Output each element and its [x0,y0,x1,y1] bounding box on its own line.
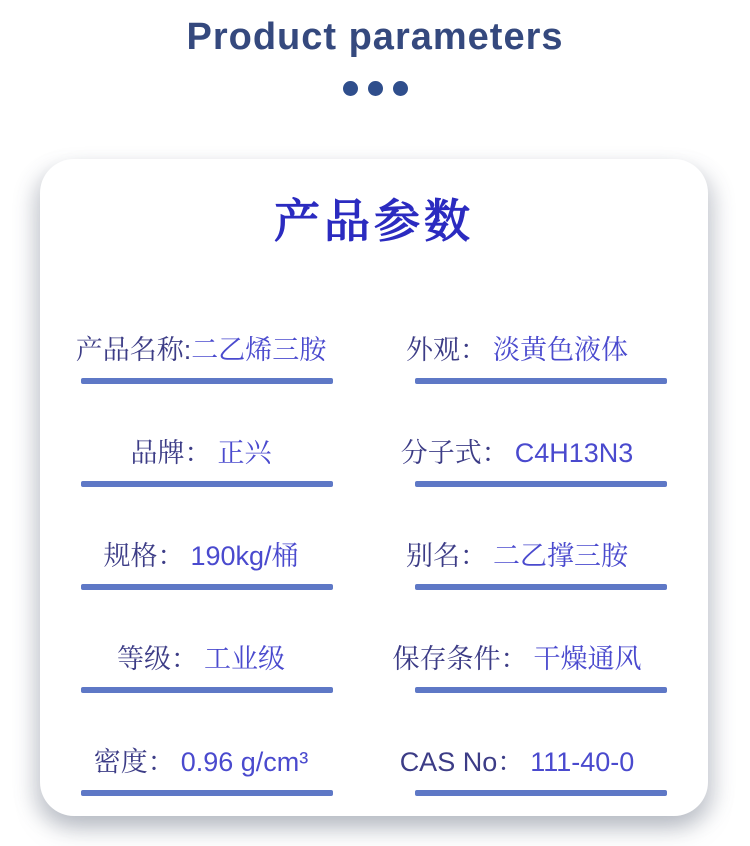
field-text [406,328,628,367]
field-value: 正兴 [217,438,272,468]
field-text [393,637,642,676]
field-underline [415,790,667,796]
field-spec [81,487,333,590]
field-grade [81,590,333,693]
field-value: 0.96 g/cm³ [180,747,309,777]
dots-decoration [0,81,750,96]
field-cas-no [399,693,667,796]
field-label: 等级： [117,644,198,674]
field-appearance [406,281,667,384]
field-value: 111-40-0 [530,747,635,777]
field-value: 干燥通风 [533,644,642,674]
field-label: 外观： [406,335,487,365]
field-storage [392,590,667,693]
field-density [81,693,333,796]
field-value: C4H13N3 [514,438,634,468]
dot-icon [368,81,383,96]
field-label: 产品名称: [75,335,192,365]
field-underline [81,790,333,796]
field-label: 品牌： [130,438,212,468]
dot-icon [343,81,358,96]
field-molecular-formula [400,384,667,487]
field-label: 保存条件： [392,644,528,674]
page-title: Product parameters [186,16,564,58]
field-label: 密度： [93,747,175,777]
field-text [406,534,628,573]
card-title: 产品参数 [274,195,474,247]
parameters-grid [40,281,708,796]
product-parameters-card [40,159,708,816]
dot-icon [393,81,408,96]
field-value: 淡黄色液体 [493,335,628,365]
field-text [131,431,272,470]
field-text [76,328,327,367]
field-value: 工业级 [204,644,285,674]
field-product-name [75,281,333,384]
field-label: 别名： [406,541,487,571]
field-label: 规格： [103,541,185,571]
field-text [117,637,285,676]
field-text [400,740,635,779]
field-alias [406,487,667,590]
field-value: 190kg/桶 [190,541,299,571]
field-text [401,431,634,470]
field-value: 二乙撑三胺 [493,541,628,571]
field-label: CAS No： [399,747,525,777]
field-text [94,740,309,779]
field-label: 分子式： [400,438,509,468]
field-text [103,534,298,573]
field-brand [81,384,333,487]
field-value: 二乙烯三胺 [191,335,327,365]
